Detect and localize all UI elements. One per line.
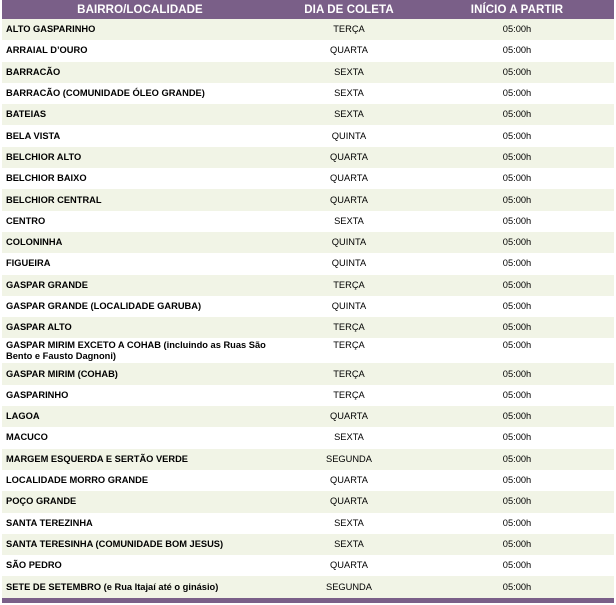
day-cell: TERÇA: [278, 385, 420, 406]
header-row: [2, 0, 614, 19]
day-cell: SEXTA: [278, 513, 420, 534]
neighborhood-cell: LOCALIDADE MORRO GRANDE: [2, 470, 278, 491]
day-cell: QUINTA: [278, 253, 420, 274]
time-cell: 05:00h: [420, 363, 614, 384]
table-row: [2, 385, 614, 406]
time-cell: 05:00h: [420, 19, 614, 40]
time-cell: 05:00h: [420, 338, 614, 363]
day-cell: TERÇA: [278, 275, 420, 296]
time-cell: 05:00h: [420, 406, 614, 427]
day-cell: QUARTA: [278, 470, 420, 491]
day-cell: SEXTA: [278, 62, 420, 83]
collection-schedule: [2, 0, 614, 603]
neighborhood-cell: BARRACÃO (COMUNIDADE ÓLEO GRANDE): [2, 83, 278, 104]
table-header: [2, 0, 614, 19]
neighborhood-cell: MARGEM ESQUERDA E SERTÃO VERDE: [2, 449, 278, 470]
neighborhood-cell: CENTRO: [2, 211, 278, 232]
time-cell: 05:00h: [420, 211, 614, 232]
day-cell: SEGUNDA: [278, 576, 420, 597]
time-cell: 05:00h: [420, 40, 614, 61]
neighborhood-cell: GASPAR MIRIM (COHAB): [2, 363, 278, 384]
table-row: [2, 40, 614, 61]
table-row: [2, 534, 614, 555]
time-cell: 05:00h: [420, 470, 614, 491]
neighborhood-cell: GASPAR ALTO: [2, 317, 278, 338]
neighborhood-cell: COLONINHA: [2, 232, 278, 253]
day-cell: QUINTA: [278, 296, 420, 317]
table-row: [2, 147, 614, 168]
day-cell: TERÇA: [278, 363, 420, 384]
table-row: [2, 338, 614, 363]
table-row: [2, 62, 614, 83]
day-cell: QUINTA: [278, 125, 420, 146]
table-row: [2, 168, 614, 189]
day-cell: QUARTA: [278, 168, 420, 189]
day-cell: TERÇA: [278, 338, 420, 363]
schedule-table: [2, 0, 614, 598]
time-cell: 05:00h: [420, 513, 614, 534]
neighborhood-cell: SÃO PEDRO: [2, 555, 278, 576]
neighborhood-cell: ALTO GASPARINHO: [2, 19, 278, 40]
time-cell: 05:00h: [420, 449, 614, 470]
neighborhood-cell: GASPAR MIRIM EXCETO A COHAB (incluindo as Ruas São Bento e Fausto Dagnoni): [2, 338, 278, 363]
time-cell: 05:00h: [420, 62, 614, 83]
time-cell: 05:00h: [420, 125, 614, 146]
time-cell: 05:00h: [420, 317, 614, 338]
neighborhood-cell: LAGOA: [2, 406, 278, 427]
neighborhood-cell: GASPAR GRANDE: [2, 275, 278, 296]
neighborhood-cell: GASPAR GRANDE (LOCALIDADE GARUBA): [2, 296, 278, 317]
neighborhood-cell: ARRAIAL D’OURO: [2, 40, 278, 61]
time-cell: 05:00h: [420, 189, 614, 210]
day-cell: SEXTA: [278, 427, 420, 448]
table-body: [2, 19, 614, 598]
table-row: [2, 555, 614, 576]
table-row: [2, 427, 614, 448]
time-cell: 05:00h: [420, 296, 614, 317]
time-cell: 05:00h: [420, 534, 614, 555]
neighborhood-cell: SANTA TEREZINHA: [2, 513, 278, 534]
neighborhood-cell: SETE DE SETEMBRO (e Rua Itajaí até o ginásio): [2, 576, 278, 597]
day-cell: QUINTA: [278, 232, 420, 253]
time-cell: 05:00h: [420, 491, 614, 512]
day-cell: SEXTA: [278, 83, 420, 104]
time-cell: 05:00h: [420, 576, 614, 597]
day-cell: QUARTA: [278, 406, 420, 427]
neighborhood-cell: BARRACÃO: [2, 62, 278, 83]
table-row: [2, 104, 614, 125]
day-cell: SEXTA: [278, 211, 420, 232]
header-start-time: INÍCIO A PARTIR: [420, 0, 614, 19]
table-row: [2, 296, 614, 317]
table-row: [2, 317, 614, 338]
table-row: [2, 83, 614, 104]
table-row: [2, 275, 614, 296]
time-cell: 05:00h: [420, 168, 614, 189]
neighborhood-cell: BELCHIOR BAIXO: [2, 168, 278, 189]
table-row: [2, 125, 614, 146]
table-row: [2, 449, 614, 470]
neighborhood-cell: MACUCO: [2, 427, 278, 448]
table-row: [2, 363, 614, 384]
time-cell: 05:00h: [420, 83, 614, 104]
day-cell: QUARTA: [278, 555, 420, 576]
table-row: [2, 211, 614, 232]
neighborhood-cell: POÇO GRANDE: [2, 491, 278, 512]
day-cell: QUARTA: [278, 491, 420, 512]
time-cell: 05:00h: [420, 275, 614, 296]
table-row: [2, 232, 614, 253]
day-cell: TERÇA: [278, 317, 420, 338]
header-neighborhood: BAIRRO/LOCALIDADE: [2, 0, 278, 19]
neighborhood-cell: BATEIAS: [2, 104, 278, 125]
day-cell: SEXTA: [278, 104, 420, 125]
neighborhood-cell: GASPARINHO: [2, 385, 278, 406]
time-cell: 05:00h: [420, 555, 614, 576]
time-cell: 05:00h: [420, 385, 614, 406]
table-row: [2, 253, 614, 274]
neighborhood-cell: FIGUEIRA: [2, 253, 278, 274]
day-cell: QUARTA: [278, 189, 420, 210]
day-cell: SEGUNDA: [278, 449, 420, 470]
neighborhood-cell: BELA VISTA: [2, 125, 278, 146]
bottom-border: [2, 598, 614, 603]
neighborhood-cell: SANTA TERESINHA (COMUNIDADE BOM JESUS): [2, 534, 278, 555]
table-row: [2, 576, 614, 597]
day-cell: QUARTA: [278, 147, 420, 168]
time-cell: 05:00h: [420, 232, 614, 253]
day-cell: SEXTA: [278, 534, 420, 555]
table-row: [2, 513, 614, 534]
time-cell: 05:00h: [420, 253, 614, 274]
time-cell: 05:00h: [420, 104, 614, 125]
time-cell: 05:00h: [420, 147, 614, 168]
table-row: [2, 491, 614, 512]
table-row: [2, 189, 614, 210]
time-cell: 05:00h: [420, 427, 614, 448]
neighborhood-cell: BELCHIOR CENTRAL: [2, 189, 278, 210]
day-cell: QUARTA: [278, 40, 420, 61]
table-row: [2, 406, 614, 427]
day-cell: TERÇA: [278, 19, 420, 40]
neighborhood-cell: BELCHIOR ALTO: [2, 147, 278, 168]
table-row: [2, 19, 614, 40]
header-collection-day: DIA DE COLETA: [278, 0, 420, 19]
table-row: [2, 470, 614, 491]
